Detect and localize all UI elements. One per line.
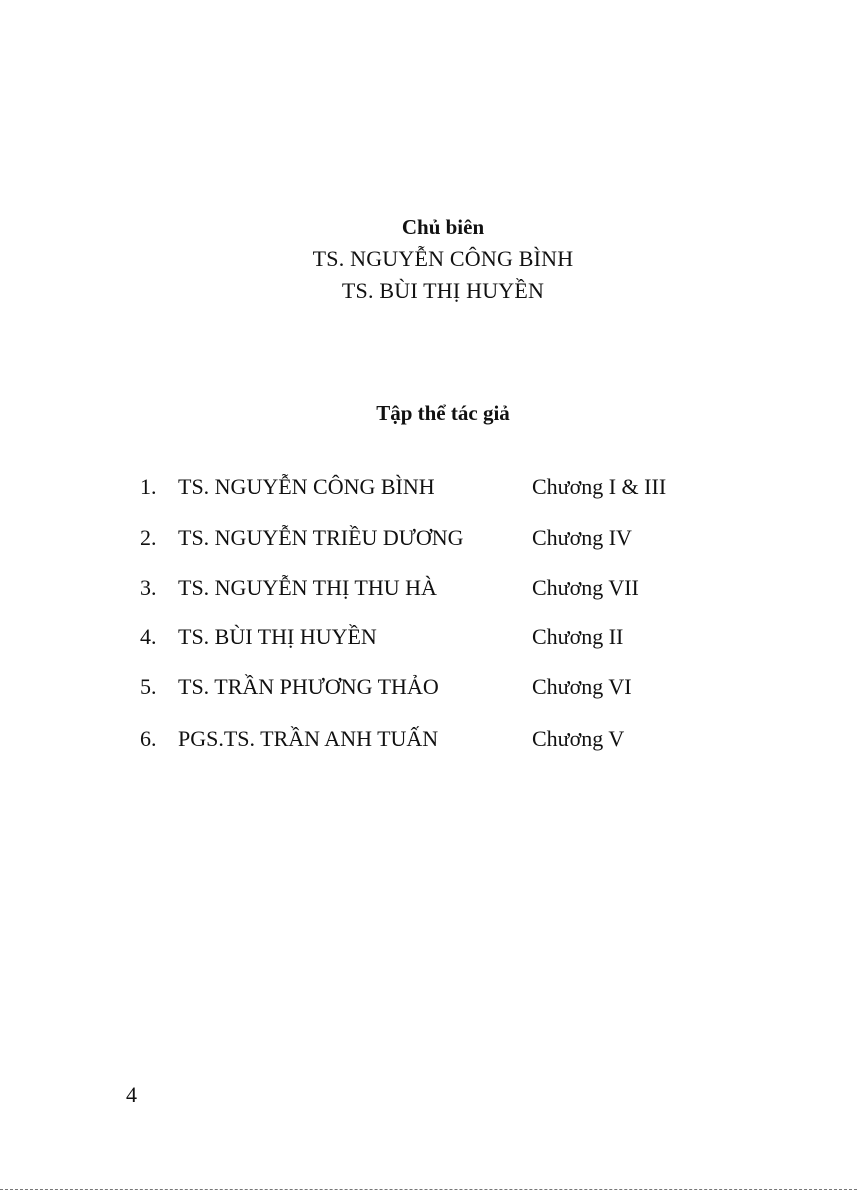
author-name: TS. BÙI THỊ HUYỀN: [178, 624, 377, 649]
author-chapter: Chương II: [532, 624, 624, 649]
author-chapter: Chương V: [532, 726, 625, 751]
author-row: [0, 670, 857, 704]
author-chapter: Chương VI: [532, 674, 632, 699]
scan-edge-line: [0, 1189, 857, 1190]
author-row: [0, 571, 857, 605]
author-name: TS. NGUYỄN TRIỀU DƯƠNG: [178, 525, 464, 550]
author-row: [0, 620, 857, 654]
authors-heading: Tập thể tác giả: [376, 401, 510, 425]
author-name: PGS.TS. TRẦN ANH TUẤN: [178, 726, 439, 751]
author-row: [0, 722, 857, 756]
author-row: [0, 470, 857, 504]
page-number: 4: [126, 1082, 137, 1107]
author-number: 4.: [140, 624, 157, 649]
author-name: TS. TRẦN PHƯƠNG THẢO: [178, 674, 439, 699]
editor-name: TS. NGUYỄN CÔNG BÌNH: [312, 246, 574, 271]
author-number: 3.: [140, 575, 157, 600]
author-row: [0, 521, 857, 555]
author-chapter: Chương IV: [532, 525, 632, 550]
author-chapter: Chương I & III: [532, 474, 667, 499]
editors-heading: Chủ biên: [401, 215, 485, 239]
author-number: 6.: [140, 726, 157, 751]
author-name: TS. NGUYỄN CÔNG BÌNH: [178, 474, 435, 499]
author-number: 1.: [140, 474, 157, 499]
author-number: 5.: [140, 674, 157, 699]
author-number: 2.: [140, 525, 157, 550]
editor-name: TS. BÙI THỊ HUYỀN: [341, 278, 545, 303]
author-chapter: Chương VII: [532, 575, 639, 600]
author-name: TS. NGUYỄN THỊ THU HÀ: [178, 575, 437, 600]
